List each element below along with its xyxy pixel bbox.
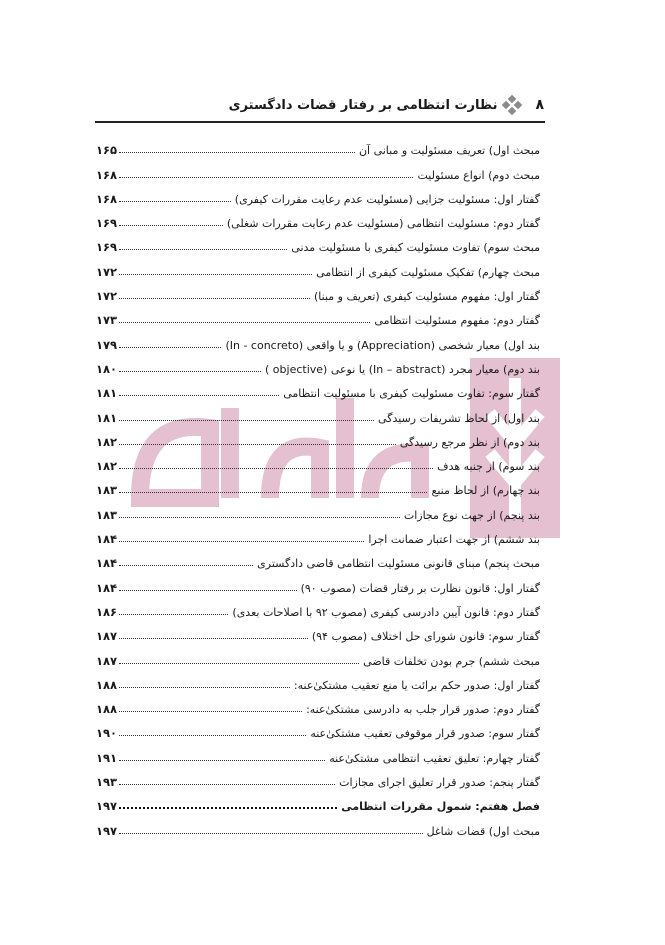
dot-leader	[119, 347, 221, 348]
toc-entry	[96, 157, 540, 181]
toc-entry-page: ۱۸۴	[96, 556, 118, 571]
dot-leader	[119, 807, 337, 809]
toc-entry	[96, 400, 540, 424]
toc-entry-page: ۱۶۹	[96, 216, 118, 231]
toc-entry-page: ۱۸۴	[96, 580, 118, 595]
toc-entry-page: ۱۸۷	[96, 653, 118, 668]
toc-entry-title: فصل هفتم: شمول مقررات انتظامی	[341, 800, 540, 814]
toc-entry-title: بند سوم) از جنبه هدف	[437, 460, 540, 474]
dot-leader	[119, 833, 423, 834]
dot-leader	[119, 711, 302, 712]
toc-entry-title: بند اول) از لحاظ تشریفات رسیدگی	[378, 411, 540, 425]
toc-entry-title: گفتار سوم: تفاوت مسئولیت کیفری با مسئولیت انتظامی	[283, 387, 540, 401]
toc-entry	[96, 522, 540, 546]
toc-entry-title: مبحث پنجم) مبنای قانونی مسئولیت انتظامی قاضی دادگستری	[257, 557, 540, 571]
toc-entry-title: بند چهارم) از لحاظ منبع	[431, 484, 540, 498]
header-rule	[95, 121, 545, 123]
toc-entry-page: ۱۶۵	[96, 143, 118, 158]
dot-leader	[119, 541, 364, 542]
toc-entry	[96, 546, 540, 570]
dot-leader	[119, 517, 400, 518]
running-header	[106, 94, 544, 116]
toc-entry	[96, 473, 540, 497]
toc-entry-title: بند ششم) از جهت اعتبار ضمانت اجرا	[368, 533, 540, 547]
toc-entry-title: گفتار سوم: قانون شورای حل اختلاف (مصوب ۹۴)	[311, 630, 540, 644]
toc-entry	[96, 182, 540, 206]
dot-leader	[119, 760, 325, 761]
toc-entry-title: بند دوم) از نظر مرجع رسیدگی	[399, 435, 540, 449]
dot-leader	[119, 565, 253, 566]
dot-leader	[119, 492, 427, 493]
dot-leader	[119, 225, 223, 226]
toc-entry-title: بند اول) معیار شخصی (Appreciation) و یا واقعی (In - concreto)	[225, 338, 540, 352]
dot-leader	[119, 322, 370, 323]
toc-entry	[96, 133, 540, 157]
toc-entry-page: ۱۸۷	[96, 629, 118, 644]
toc-entry-title: گفتار دوم: قانون آیین دادرسی کیفری (مصوب ۹۲ با اصلاحات بعدی)	[232, 605, 540, 619]
page-number: ۸	[535, 97, 544, 113]
toc-entry-title: مبحث دوم) انواع مسئولیت	[417, 168, 540, 182]
toc-entry-page: ۱۸۶	[96, 604, 118, 619]
toc-entry-page: ۱۶۸	[96, 191, 118, 206]
toc-entry	[96, 425, 540, 449]
dot-leader	[119, 371, 261, 372]
dot-leader	[119, 468, 433, 469]
toc-entry	[96, 352, 540, 376]
dot-leader	[119, 735, 306, 736]
toc-entry-page: ۱۸۱	[96, 386, 118, 401]
toc-entry	[96, 230, 540, 254]
toc-entry	[96, 595, 540, 619]
toc-entry	[96, 254, 540, 278]
toc-entry	[96, 206, 540, 230]
toc-entry-page: ۱۸۱	[96, 410, 118, 425]
toc-entry-title: گفتار دوم: صدور قرار جلب به دادرسی مشتکیٰ‌عنه:	[306, 703, 540, 717]
dot-leader	[119, 201, 231, 202]
toc-entry	[96, 813, 540, 837]
dot-leader	[119, 249, 287, 250]
toc-entry-page: ۱۸۳	[96, 483, 118, 498]
toc-entry-title: مبحث ششم) جرم بودن تخلفات قاضی	[363, 654, 540, 668]
book-title: نظارت انتظامی بر رفتار قضات دادگستری	[228, 97, 498, 113]
diamond-ornament-icon	[503, 96, 521, 114]
dot-leader	[119, 420, 374, 421]
toc-entry	[96, 279, 540, 303]
toc-entry-title: مبحث اول) تعریف مسئولیت و مبانی آن	[358, 144, 540, 158]
toc-entry-page: ۱۹۷	[96, 823, 118, 838]
toc-entry-page: ۱۷۳	[96, 313, 118, 328]
toc-entry-page: ۱۸۸	[96, 677, 118, 692]
dot-leader	[119, 638, 308, 639]
toc-entry-page: ۱۸۸	[96, 702, 118, 717]
dot-leader	[119, 177, 413, 178]
toc-entry	[96, 740, 540, 764]
toc-entry	[96, 619, 540, 643]
toc-entry-page: ۱۶۸	[96, 167, 118, 182]
toc-entry-page: ۱۸۰	[96, 361, 118, 376]
toc-entry	[96, 497, 540, 521]
dot-leader	[119, 152, 355, 153]
dot-leader	[119, 663, 359, 664]
dot-leader	[119, 444, 396, 445]
toc-entry-page: ۱۶۹	[96, 240, 118, 255]
toc-entry-title: گفتار چهارم: تعلیق تعقیب انتظامی مشتکیٰ‌عنه	[329, 751, 540, 765]
dot-leader	[119, 298, 310, 299]
toc-entry	[96, 327, 540, 351]
toc-entry-title: مبحث چهارم) تفکیک مسئولیت کیفری از انتظامی	[316, 265, 540, 279]
toc-entry	[96, 692, 540, 716]
toc-entry-page: ۱۹۳	[96, 775, 118, 790]
dot-leader	[119, 590, 297, 591]
toc-entry-page: ۱۸۴	[96, 532, 118, 547]
dot-leader	[119, 614, 228, 615]
toc-entry-page: ۱۸۲	[96, 434, 118, 449]
toc-entry-title: مبحث سوم) تفاوت مسئولیت کیفری با مسئولیت مدنی	[291, 241, 540, 255]
toc-entry-title: گفتار پنجم: صدور قرار تعلیق اجرای مجازات	[339, 776, 540, 790]
toc-entry-title: بند دوم) معیار مجرد (In – abstract) یا نوعی (objective )	[265, 362, 540, 376]
dot-leader	[119, 687, 290, 688]
toc-entry	[96, 643, 540, 667]
toc-entry-title: مبحث اول) قضات شاغل	[426, 824, 540, 838]
toc-entry-page: ۱۷۲	[96, 289, 118, 304]
toc-entry	[96, 449, 540, 473]
dot-leader	[119, 784, 335, 785]
toc-entry	[96, 789, 540, 813]
toc-entry-page: ۱۸۳	[96, 507, 118, 522]
toc-entry	[96, 570, 540, 594]
toc-entry-title: گفتار سوم: صدور قرار موقوفی تعقیب مشتکیٰ‌عنه	[310, 727, 540, 741]
toc-entry-page: ۱۸۲	[96, 459, 118, 474]
toc-entry	[96, 376, 540, 400]
toc-entry-title: گفتار اول: صدور حکم برائت یا منع تعقیب مشتکیٰ‌عنه:	[293, 678, 540, 692]
toc-entry-title: گفتار اول: مسئولیت جزایی (مسئولیت عدم رعایت مقررات کیفری)	[234, 192, 540, 206]
toc-entry	[96, 668, 540, 692]
toc-entry-title: گفتار دوم: مسئولیت انتظامی (مسئولیت عدم رعایت مقررات شغلی)	[226, 217, 540, 231]
dot-leader	[119, 274, 312, 275]
toc-entry-title: بند پنجم) از جهت نوع مجازات	[403, 508, 540, 522]
toc-entry-title: گفتار دوم: مفهوم مسئولیت انتظامی	[374, 314, 540, 328]
toc-entry-page: ۱۷۹	[96, 337, 118, 352]
toc-entry	[96, 716, 540, 740]
toc-entry-page: ۱۹۷	[96, 799, 118, 814]
dot-leader	[119, 395, 279, 396]
toc-entry	[96, 303, 540, 327]
toc-entry-page: ۱۷۲	[96, 264, 118, 279]
toc-entry-title: گفتار اول: قانون نظارت بر رفتار قضات (مصوب ۹۰)	[300, 581, 540, 595]
toc-entry-page: ۱۹۰	[96, 726, 118, 741]
toc-entry-title: گفتار اول: مفهوم مسئولیت کیفری (تعریف و مبنا)	[314, 290, 540, 304]
table-of-contents	[96, 133, 540, 838]
toc-entry	[96, 765, 540, 789]
toc-entry-page: ۱۹۱	[96, 750, 118, 765]
